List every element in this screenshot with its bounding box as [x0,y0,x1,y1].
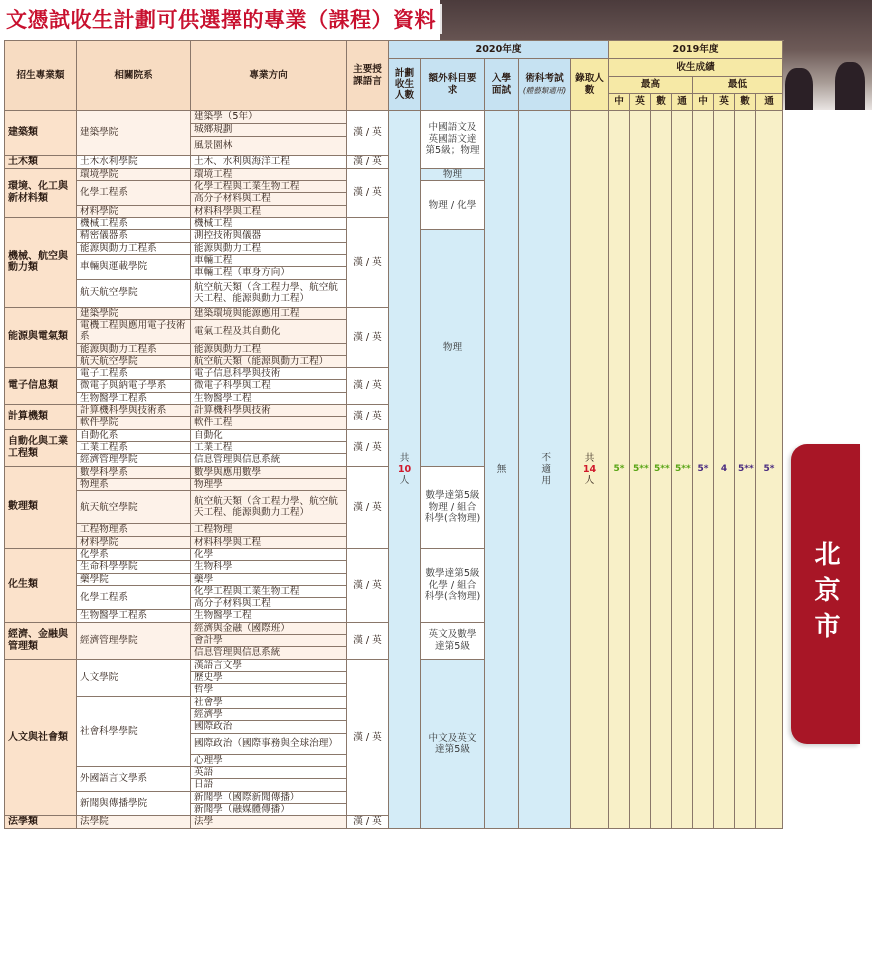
extra-requirement-cell: 物理 [421,230,485,466]
department-cell: 外國語言文學系 [77,766,191,791]
department-cell: 材料學院 [77,536,191,548]
major-cell: 心理學 [191,754,347,766]
interview-cell: 無 [485,111,519,829]
extra-requirement-cell: 數學達第5級化學 / 組合科學(含物理) [421,548,485,622]
category-cell: 能源與電氣類 [5,307,77,368]
major-cell: 物理學 [191,478,347,490]
major-cell: 機械工程 [191,218,347,230]
major-cell: 數學與應用數學 [191,466,347,478]
major-cell: 化學 [191,548,347,560]
major-cell: 建築學（5年） [191,111,347,124]
department-cell: 材料學院 [77,205,191,217]
highest-score-cell: 5* [609,111,630,829]
major-cell: 國際政治（國際事務與全球治理） [191,733,347,754]
major-cell: 英語 [191,766,347,778]
table-row [5,111,783,124]
department-cell: 化學工程系 [77,181,191,206]
admitted-suffix: 人 [584,475,595,487]
header-quota: 計劃收生人數 [389,59,421,111]
category-cell: 自動化與工業工程類 [5,429,77,466]
major-cell: 生物醫學工程 [191,392,347,404]
department-cell: 土木水利學院 [77,156,191,169]
department-cell: 能源與動力工程系 [77,242,191,254]
region-tab: 北京市 [791,444,860,744]
language-cell: 漢 / 英 [347,429,389,466]
major-cell: 微電子科學與工程 [191,380,347,392]
major-cell: 經濟學 [191,708,347,720]
department-cell: 生物醫學工程系 [77,392,191,404]
department-cell: 新聞與傳播學院 [77,791,191,816]
major-cell: 哲學 [191,684,347,696]
major-cell: 工業工程 [191,442,347,454]
major-cell: 車輛工程（車身方向） [191,267,347,279]
header-subject: 英 [630,94,651,111]
major-cell: 測控技術與儀器 [191,230,347,242]
department-cell: 航天航空學院 [77,355,191,367]
header-subject: 數 [651,94,672,111]
major-cell: 環境工程 [191,168,347,180]
department-cell: 生物醫學工程系 [77,610,191,622]
header-skill-test [519,59,571,111]
language-cell: 漢 / 英 [347,405,389,430]
language-cell: 漢 / 英 [347,307,389,368]
header-subject: 中 [693,94,714,111]
highest-score-cell: 5** [630,111,651,829]
department-cell: 社會科學學院 [77,696,191,766]
department-cell: 環境學院 [77,168,191,180]
header-subject: 英 [714,94,735,111]
major-cell: 藥學 [191,573,347,585]
department-cell: 化學工程系 [77,585,191,610]
header-year-2019: 2019年度 [609,41,783,59]
header-subject: 中 [609,94,630,111]
language-cell: 漢 / 英 [347,111,389,156]
admitted-prefix: 共 [584,452,595,464]
department-cell: 藥學院 [77,573,191,585]
department-cell: 航天航空學院 [77,491,191,524]
major-cell: 車輛工程 [191,254,347,266]
page-title: 文憑試收生計劃可供選擇的專業（課程）資料 [6,4,442,34]
major-cell: 自動化 [191,429,347,441]
category-cell: 機械、航空與動力類 [5,218,77,308]
header-department: 相關院系 [77,41,191,111]
language-cell: 漢 / 英 [347,659,389,815]
major-cell: 城鄉規劃 [191,124,347,137]
major-cell: 歷史學 [191,672,347,684]
major-cell: 信息管理與信息系統 [191,647,347,659]
category-cell: 電子信息類 [5,368,77,405]
category-cell: 法學類 [5,816,77,829]
major-cell: 土木、水利與海洋工程 [191,156,347,169]
header-scores: 收生成績 [609,59,783,77]
major-cell: 日語 [191,779,347,791]
highest-score-cell: 5** [672,111,693,829]
department-cell: 車輛與運載學院 [77,254,191,279]
major-cell: 航空航天類（能源與動力工程） [191,355,347,367]
major-cell: 信息管理與信息系統 [191,454,347,466]
department-cell: 工業工程系 [77,442,191,454]
extra-requirement-cell: 物理 / 化學 [421,181,485,230]
header-extra-req: 額外科目要求 [421,59,485,111]
major-cell: 生物科學 [191,561,347,573]
language-cell: 漢 / 英 [347,466,389,548]
major-cell: 材料科學與工程 [191,536,347,548]
major-cell: 航空航天類（含工程力學、航空航天工程、能源與動力工程） [191,491,347,524]
major-cell: 材料科學與工程 [191,205,347,217]
major-cell: 經濟與金融（國際班） [191,622,347,634]
header-subject: 通 [672,94,693,111]
major-cell: 生物醫學工程 [191,610,347,622]
department-cell: 軟件學院 [77,417,191,429]
major-cell: 化學工程與工業生物工程 [191,181,347,193]
lowest-score-cell: 5** [735,111,756,829]
major-cell: 電子信息科學與技術 [191,368,347,380]
major-cell: 高分子材料與工程 [191,598,347,610]
major-cell: 能源與動力工程 [191,343,347,355]
category-cell: 計算機類 [5,405,77,430]
highest-score-cell: 5** [651,111,672,829]
category-cell: 建築類 [5,111,77,156]
major-cell: 新聞學（國際新聞傳播） [191,791,347,803]
department-cell: 法學院 [77,816,191,829]
department-cell: 物理系 [77,478,191,490]
skill-test-cell: 不適用 [519,111,571,829]
category-cell: 化生類 [5,548,77,622]
major-cell: 高分子材料與工程 [191,193,347,205]
department-cell: 航天航空學院 [77,279,191,307]
header-year-2020: 2020年度 [389,41,609,59]
department-cell: 自動化系 [77,429,191,441]
lowest-score-cell: 5* [693,111,714,829]
major-cell: 新聞學（融媒體傳播） [191,803,347,815]
category-cell: 土木類 [5,156,77,169]
department-cell: 數學科學系 [77,466,191,478]
extra-requirement-cell: 英文及數學達第5級 [421,622,485,659]
major-cell: 電氣工程及其自動化 [191,319,347,343]
quota-value: 10 [397,463,412,475]
language-cell: 漢 / 英 [347,622,389,659]
department-cell: 電子工程系 [77,368,191,380]
department-cell: 計算機科學與技術系 [77,405,191,417]
category-cell: 數理類 [5,466,77,548]
category-cell: 人文與社會類 [5,659,77,815]
major-cell: 軟件工程 [191,417,347,429]
department-cell: 生命科學學院 [77,561,191,573]
admitted-cell [571,111,609,829]
department-cell: 微電子與納電子學系 [77,380,191,392]
header-admitted: 錄取人數 [571,59,609,111]
lowest-score-cell: 5* [756,111,783,829]
major-cell: 風景園林 [191,137,347,156]
department-cell: 能源與動力工程系 [77,343,191,355]
quota-suffix: 人 [399,475,410,487]
major-cell: 航空航天類（含工程力學、航空航天工程、能源與動力工程） [191,279,347,307]
major-cell: 會計學 [191,635,347,647]
department-cell: 建築學院 [77,111,191,156]
department-cell: 經濟管理學院 [77,454,191,466]
language-cell: 漢 / 英 [347,816,389,829]
language-cell: 漢 / 英 [347,168,389,217]
language-cell: 漢 / 英 [347,368,389,405]
department-cell: 建築學院 [77,307,191,319]
header-lowest: 最低 [693,77,783,94]
major-cell: 能源與動力工程 [191,242,347,254]
language-cell: 漢 / 英 [347,218,389,308]
major-cell: 社會學 [191,696,347,708]
language-cell: 漢 / 英 [347,548,389,622]
extra-requirement-cell: 中文及英文達第5級 [421,659,485,828]
department-cell: 人文學院 [77,659,191,696]
major-cell: 化學工程與工業生物工程 [191,585,347,597]
header-interview: 入學面試 [485,59,519,111]
quota-prefix: 共 [399,452,410,464]
department-cell: 化學系 [77,548,191,560]
department-cell: 精密儀器系 [77,230,191,242]
category-cell: 經濟、金融與管理類 [5,622,77,659]
department-cell: 機械工程系 [77,218,191,230]
admitted-value: 14 [582,463,597,475]
extra-requirement-cell: 中國語文及英國語文達第5級；物理 [421,111,485,169]
skill-test-label: 術科考試 [525,73,564,85]
extra-requirement-cell: 數學達第5級物理 / 組合科學(含物理) [421,466,485,548]
major-cell: 建築環境與能源應用工程 [191,307,347,319]
header-major: 專業方向 [191,41,347,111]
quota-cell [389,111,421,829]
skill-test-note: (體藝類適用) [522,85,567,95]
department-cell: 經濟管理學院 [77,622,191,659]
major-cell: 計算機科學與技術 [191,405,347,417]
major-cell: 法學 [191,816,347,829]
language-cell: 漢 / 英 [347,156,389,169]
header-language: 主要授課語言 [347,41,389,111]
department-cell: 電機工程與應用電子技術系 [77,319,191,343]
extra-requirement-cell: 物理 [421,168,485,180]
lowest-score-cell: 4 [714,111,735,829]
major-cell: 工程物理 [191,524,347,536]
header-category: 招生專業類 [5,41,77,111]
major-cell: 國際政治 [191,721,347,733]
category-cell: 環境、化工與新材料類 [5,168,77,217]
department-cell: 工程物理系 [77,524,191,536]
header-subject: 數 [735,94,756,111]
header-highest: 最高 [609,77,693,94]
header-subject: 通 [756,94,783,111]
programme-table [4,40,783,829]
major-cell: 漢語言文學 [191,659,347,671]
table-body [5,111,783,829]
